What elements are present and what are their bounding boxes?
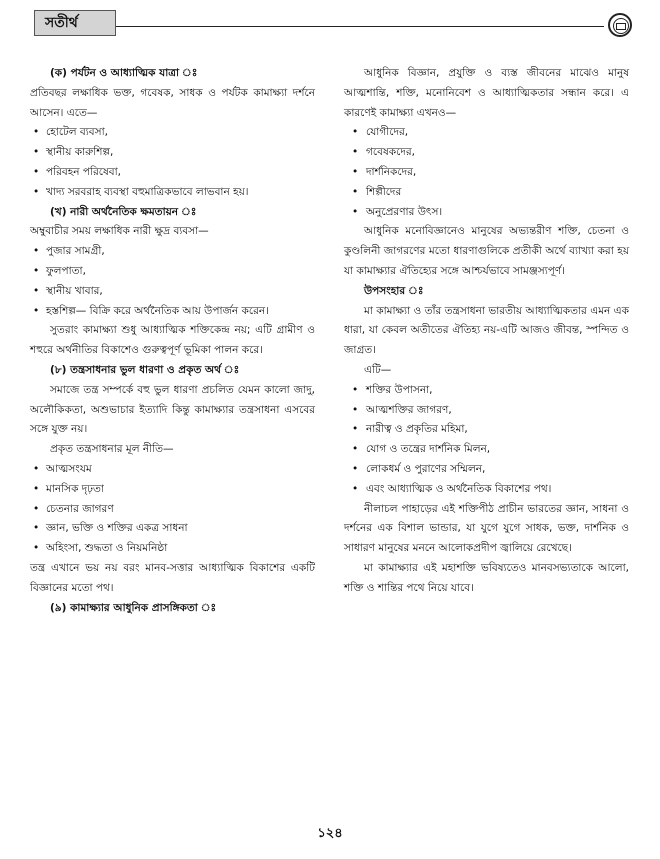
list-item: • এবং আধ্যাত্মিক ও অর্থনৈতিক বিকাশের পথ। [344, 480, 629, 500]
bullet-list [344, 123, 629, 222]
paragraph: সুতরাং কামাক্ষ্যা শুধু আধ্যাত্মিক শক্তিকেন্দ্র নয়; এটি গ্রামীণ ও শহুরে অর্থনীতির বিকাশেও গুরুত্বপূর্ণ ভূমিকা পালন করে। [30, 324, 315, 357]
emblem-icon [608, 13, 632, 37]
list-item: • যোগ ও তন্ত্রের দার্শনিক মিলন, [344, 440, 629, 460]
paragraph: নীলাচল পাহাড়ের এই শক্তিপীঠ প্রাচীন ভারতের জ্ঞান, সাধনা ও দর্শনের এক বিশাল ভান্ডার, যা যুগে যুগে সাধক, ভক্ত, দার্শনিক ও সাধারণ মানুষের মননে আলোকপ্রদীপ জ্বালিয়ে রেখেছে। [344, 502, 629, 555]
list-item: • আত্মশক্তির জাগরণ, [344, 401, 629, 421]
right-column [344, 64, 629, 599]
bullet-list [30, 123, 315, 202]
list-item: • শক্তির উপাসনা, [344, 381, 629, 401]
list-item: • মানসিক দৃঢ়তা [30, 480, 315, 500]
list-item: • হস্তশিল্প— বিক্রি করে অর্থনৈতিক আয় উপার্জন করেন। [30, 302, 315, 322]
list-item: • শিল্পীদের [344, 183, 629, 203]
paragraph: মা কামাক্ষ্যার এই মহাশক্তি ভবিষ্যতেও মানবসভ্যতাকে আলো, শক্তি ও শান্তির পথে নিয়ে যাবে। [344, 561, 629, 594]
list-item: • যোগীদের, [344, 123, 629, 143]
bullet-list [30, 242, 315, 321]
list-item: • গবেষকদের, [344, 143, 629, 163]
section-heading: উপসংহার ঃ [364, 284, 424, 297]
list-item: • খাদ্য সরবরাহ ব্যবস্থা বহুমাত্রিকভাবে লাভবান হয়। [30, 183, 315, 203]
list-item: • স্থানীয় কারুশিল্প, [30, 143, 315, 163]
list-item: • স্থানীয় খাবার, [30, 282, 315, 302]
paragraph: এটি— [364, 363, 392, 376]
list-item: • আত্মসংযম [30, 460, 315, 480]
section-heading: (খ) নারী অর্থনৈতিক ক্ষমতায়ন ঃ [50, 205, 197, 218]
section-heading: (৯) কামাক্ষ্যার আধুনিক প্রাসঙ্গিকতা ঃ [50, 601, 217, 614]
bullet-list [344, 381, 629, 500]
paragraph: আধুনিক বিজ্ঞান, প্রযুক্তি ও ব্যস্ত জীবনের মাঝেও মানুষ আত্মশান্তি, শক্তি, মনোনিবেশ ও আধ্যাত্মিকতার সন্ধান করে। এ কারণেই কামাক্ষ্যা এখনও— [344, 67, 629, 119]
running-header-title: সতীর্থ [34, 10, 116, 36]
list-item: • অনুপ্রেরণার উৎস। [344, 203, 629, 223]
list-item: • চেতনার জাগরণ [30, 500, 315, 520]
paragraph: প্রতিবছর লক্ষাধিক ভক্ত, গবেষক, সাধক ও পর্যটক কামাক্ষ্যা দর্শনে আসেন। এতে— [30, 86, 315, 119]
list-item: • হোটেল ব্যবসা, [30, 123, 315, 143]
list-item: • লোকধর্ম ও পুরাণের সম্মিলন, [344, 460, 629, 480]
paragraph: মা কামাক্ষ্যা ও তাঁর তন্ত্রসাধনা ভারতীয় আধ্যাত্মিকতার এমন এক ধারা, যা কেবল অতীতের ঐতিহ্য নয়-এটি আজও জীবন্ত, স্পন্দিত ও জাগ্রত। [344, 304, 629, 357]
left-column [30, 64, 315, 618]
list-item: • অহিংসা, শুদ্ধতা ও নিয়মনিষ্ঠা [30, 539, 315, 559]
list-item: • পরিবহন পরিষেবা, [30, 163, 315, 183]
page-number: ১২৪ [317, 826, 343, 841]
section-heading: (ক) পর্যটন ও আধ্যাত্মিক যাত্রা ঃ [50, 67, 198, 79]
header-rule [116, 26, 604, 27]
section-heading: (৮) তন্ত্রসাধনার ভুল ধারণা ও প্রকৃত অর্থ ঃ [50, 363, 240, 376]
list-item: • ফুলপাতা, [30, 262, 315, 282]
paragraph: সমাজে তন্ত্র সম্পর্কে বহু ভুল ধারণা প্রচলিত যেমন কালো জাদু, অলৌকিকতা, অশুভাচার ইত্যাদি কিন্তু কামাক্ষ্যার তন্ত্রসাধনা এসবের সঙ্গে যুক্ত নয়। [30, 383, 315, 436]
paragraph: আধুনিক মনোবিজ্ঞানেও মানুষের অভ্যন্তরীণ শক্তি, চেতনা ও কুণ্ডলিনী জাগরণের মতো ধারণাগুলিকে প্রতীকী অর্থে ব্যাখ্যা করা হয় যা কামাক্ষ্যার ঐতিহ্যের সঙ্গে আশ্চর্যভাবে সামঞ্জস্যপূর্ণ। [344, 225, 629, 277]
bullet-list [30, 460, 315, 559]
list-item: • দার্শনিকদের, [344, 163, 629, 183]
list-item: • পুজার সামগ্রী, [30, 242, 315, 262]
paragraph: অম্বুবাচীর সময় লক্ষাধিক নারী ক্ষুদ্র ব্যবসা— [30, 225, 209, 238]
paragraph: প্রকৃত তন্ত্রসাধনার মূল নীতি— [50, 443, 174, 456]
list-item: • জ্ঞান, ভক্তি ও শক্তির একত্র সাধনা [30, 519, 315, 539]
list-item: • নারীত্ব ও প্রকৃতির মহিমা, [344, 420, 629, 440]
paragraph: তন্ত্র এখানে ভয় নয় বরং মানব-সত্তার আধ্যাত্মিক বিকাশের একটি বিজ্ঞানের মতো পথ। [30, 561, 315, 594]
